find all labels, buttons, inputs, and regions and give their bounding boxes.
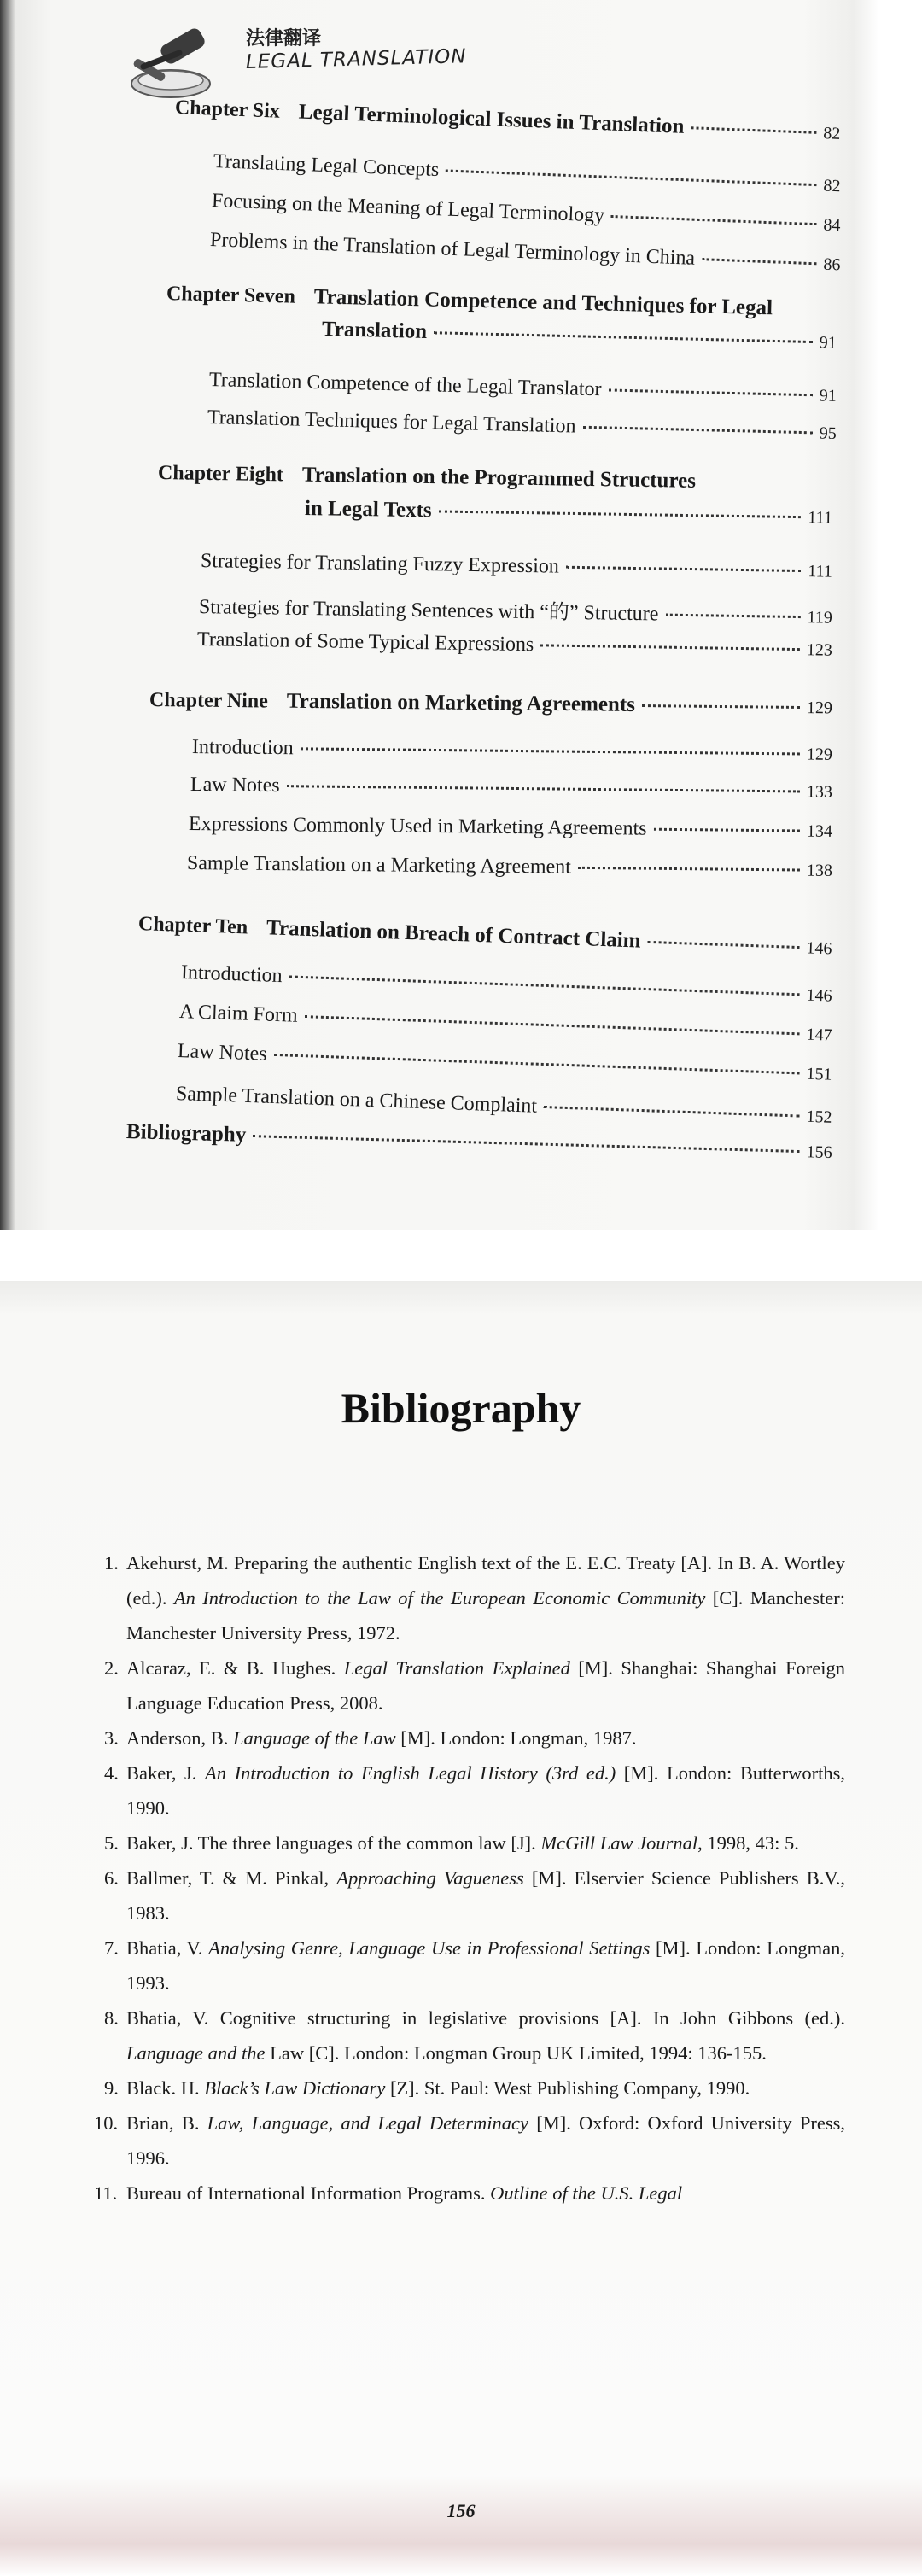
chapter-number: Chapter Ten [137,913,248,939]
chapter-number: Chapter Nine [149,689,269,713]
section-title: Focusing on the Meaning of Legal Terminology [211,190,605,227]
entry-text: Alcaraz, E. & B. Hughes. [126,1657,344,1679]
toc-page-number: 152 [806,1107,832,1127]
toc-section-entry [189,813,832,843]
toc-page-number: 119 [807,608,833,628]
toc-page-number: 82 [822,124,841,143]
dot-leader [287,785,800,792]
entry-text: Bureau of International Information Programs. [126,2182,491,2204]
entry-number: 10. [94,2112,119,2134]
chapter-title: Translation on Marketing Agreements [286,689,636,716]
dot-leader [642,704,800,709]
toc-section-entry [190,774,832,803]
toc-label [126,1120,247,1148]
section-title: Expressions Commonly Used in Marketing Agreements [188,813,647,840]
chapter-title-continued: in Legal Texts [304,497,432,523]
entry-text: [C]. Manchester: Manchester University Press, 1972. [126,1587,845,1644]
entry-text: Baker, J. The three languages of the common law [J]. [126,1832,541,1854]
entry-text: Anderson, B. [126,1727,233,1749]
entry-number: 8. [104,2007,119,2029]
header-chinese-title: 法律翻译 [246,28,322,50]
chapter-title-continued: Translation [321,318,428,344]
toc-page-number: 111 [808,508,833,528]
dot-leader [654,828,800,832]
bibliography-list [94,1545,845,2211]
section-title: Sample Translation on a Marketing Agreement [186,852,572,879]
toc-page-number: 82 [823,176,841,196]
section-title: Translation Techniques for Legal Translation [207,406,576,438]
toc-section-entry [176,1083,832,1129]
bibliography-entry [94,1650,845,1720]
toc-section-entry [192,736,832,766]
chapter-title: Translation on Breach of Contract Claim [266,916,642,953]
chapter-title: Legal Terminological Issues in Translation [298,100,685,138]
entry-text: Black. H. [126,2077,205,2099]
toc-page-number: 146 [806,938,832,959]
entry-title: Law, Language, and Legal Determinacy [207,2112,529,2134]
toc-page-number: 138 [806,861,833,880]
entry-number: 7. [104,1937,119,1959]
toc-label [305,497,432,523]
entry-title: Outline of the U.S. Legal [490,2182,683,2204]
section-title: Strategies for Translating Fuzzy Expression [200,550,560,578]
entry-title: Approaching Vagueness [336,1867,524,1889]
bibliography-entry [94,1931,845,2001]
toc-page-number: 86 [823,254,841,275]
toc-label [189,813,647,841]
toc-section-entry [179,1001,832,1047]
toc-chapter-heading-cont [322,318,837,354]
bibliography-entry [94,1825,845,1860]
section-title: Translating Legal Concepts [213,150,440,182]
section-title: A Claim Form [178,1001,299,1027]
toc-page-number: 91 [819,386,837,406]
dot-leader [289,975,800,996]
entry-number: 11. [94,2182,118,2204]
dot-leader [702,258,817,265]
toc-section-entry [201,550,832,583]
section-title: Sample Translation on a Chinese Complaint [175,1083,538,1118]
bibliography-entry [94,1720,845,1755]
toc-label [190,774,280,797]
toc-page-number: 147 [806,1025,832,1045]
entry-title: Language and the [126,2042,266,2064]
entry-title: Black’s Law Dictionary [204,2077,386,2099]
toc-label [181,961,283,988]
toc-label [176,1083,538,1119]
entry-text: [M]. London: Longman, 1993. [126,1937,845,1994]
dot-leader [434,331,813,343]
toc-page-number: 129 [806,745,833,764]
toc-chapter-heading [166,282,837,322]
toc-label [178,1040,268,1066]
bibliography-entry [94,2001,845,2071]
toc-label [187,852,571,879]
toc-chapter-heading [158,461,832,495]
page-gap [0,1230,922,1281]
toc-section-entry [209,369,837,407]
toc-page-number: 95 [819,423,837,444]
toc-label [174,96,684,139]
toc-page-number: 134 [806,821,833,841]
toc-section-entry [187,852,832,882]
dot-leader [446,169,816,186]
toc-label [192,736,294,760]
bibliography-entry [94,2176,845,2211]
dot-leader [647,941,799,949]
toc-label [166,282,773,320]
entry-text: Bhatia, V. [126,1937,209,1959]
toc-page-number: 91 [819,333,837,353]
dot-leader [578,867,800,872]
toc-page-number: 133 [806,782,833,802]
section-title: Strategies for Translating Sentences with “的” Structure [198,596,659,626]
entry-title: An Introduction to the Law of the European Economic Community [173,1587,706,1609]
toc-section-entry [197,628,832,662]
entry-text: Ballmer, T. & M. Pinkal, [126,1867,337,1889]
entry-text: [M]. Shanghai: Shanghai Foreign Language Education Press, 2008. [126,1657,845,1714]
toc-label [213,150,439,182]
toc-page-number: 84 [823,215,841,236]
toc-label [199,589,659,626]
dot-leader [305,1015,800,1035]
dot-leader [253,1135,800,1153]
bibliography-entry [94,1545,845,1650]
toc-section-entry [199,589,832,629]
entry-text: [M]. London: Butterworths, 1990. [126,1762,845,1819]
toc-label [158,461,696,494]
toc-label [211,190,604,228]
toc-section-entry [209,229,840,276]
toc-label [197,628,534,657]
toc-label [207,406,576,439]
dot-leader [540,644,800,651]
table-of-contents [0,0,922,1230]
section-title: Problems in the Translation of Legal Terminology in China [209,229,696,270]
section-title: Introduction [180,961,283,988]
toc-section-entry [178,1040,832,1086]
entry-text: Law [C]. London: Longman Group UK Limited, 1994: 136-155. [265,2042,767,2064]
toc-page-number: 151 [806,1064,832,1084]
dot-leader [566,566,802,572]
bibliography-entry [94,1755,845,1825]
entry-text: Baker, J. [126,1762,206,1784]
entry-text: Bhatia, V. Cognitive structuring in legislative provisions [A]. In John Gibbons (ed.). [126,2007,845,2029]
toc-page-number: 156 [806,1142,832,1163]
entry-title: Legal Translation Explained [343,1657,570,1679]
bibliography-label: Bibliography [125,1120,247,1147]
dot-leader [582,426,812,435]
entry-text: Brian, B. [126,2112,207,2134]
toc-label [138,912,642,954]
section-title: Translation of Some Typical Expressions [196,628,534,657]
toc-section-entry [181,961,832,1008]
entry-number: 1. [104,1552,119,1574]
entry-number: 4. [104,1762,119,1784]
dot-leader [665,614,800,618]
entry-text: , 1998, 43: 5. [697,1832,799,1854]
dot-leader [439,510,802,518]
entry-number: 6. [104,1867,119,1889]
entry-title: Analysing Genre, Language Use in Professional Settings [208,1937,651,1959]
section-title: Law Notes [177,1040,268,1066]
page-number: 156 [446,2500,476,2521]
section-title: Introduction [191,736,294,760]
entry-title: McGill Law Journal [540,1832,698,1854]
entry-number: 3. [104,1727,119,1749]
dot-leader [301,747,800,755]
toc-label [201,550,559,579]
toc-page-number: 111 [808,562,833,581]
bibliography-entry [94,1860,845,1931]
chapter-title: Translation on the Programmed Structures [301,463,697,493]
toc-page-number: 129 [806,698,833,718]
toc-section-entry [213,150,840,197]
dot-leader [609,388,813,396]
dot-leader [691,126,816,134]
entry-number: 2. [104,1657,119,1679]
chapter-number: Chapter Seven [166,283,296,308]
dot-leader [544,1106,800,1117]
dot-leader [611,215,816,225]
toc-section-entry [207,406,837,445]
entry-text: [M]. London: Longman, 1987. [395,1727,637,1749]
toc-chapter-heading [149,688,832,719]
toc-label [149,688,635,717]
chapter-number: Chapter Six [174,96,281,123]
toc-page-number: 146 [806,985,832,1006]
toc-section-entry [211,190,840,237]
toc-label [209,229,695,271]
section-title: Law Notes [190,774,280,797]
bibliography-entry [94,2071,845,2106]
entry-title: An Introduction to English Legal History (3rd ed.) [205,1762,616,1784]
entry-text: Akehurst, M. Preparing the authentic English text of the E. E.C. Treaty [A]. In B. A. Wortley (ed.). [126,1552,845,1609]
toc-label [322,318,428,344]
toc-chapter-heading [174,96,840,145]
dot-leader [274,1054,800,1075]
entry-number: 5. [104,1832,119,1854]
entry-text: [M]. Oxford: Oxford University Press, 1996. [126,2112,845,2169]
chapter-number: Chapter Eight [157,462,284,487]
bibliography-heading: Bibliography [341,1384,581,1432]
entry-number: 9. [104,2077,119,2099]
entry-text: [Z]. St. Paul: West Publishing Company, 1990. [385,2077,750,2099]
toc-bibliography-entry [126,1120,832,1164]
header-english-title: LEGAL TRANSLATION [245,45,467,73]
bibliography-entry [94,2106,845,2176]
toc-chapter-heading [138,912,832,960]
section-title: Translation Competence of the Legal Translator [208,369,602,401]
entry-text: [M]. Elservier Science Publishers B.V., 1983. [126,1867,846,1924]
toc-label [179,1001,299,1028]
toc-label [209,369,602,401]
toc-chapter-heading-cont [305,497,832,529]
entry-title: Language of the Law [233,1727,396,1749]
chapter-title: Translation Competence and Techniques for Legal [313,285,773,320]
toc-page-number: 123 [806,640,833,660]
